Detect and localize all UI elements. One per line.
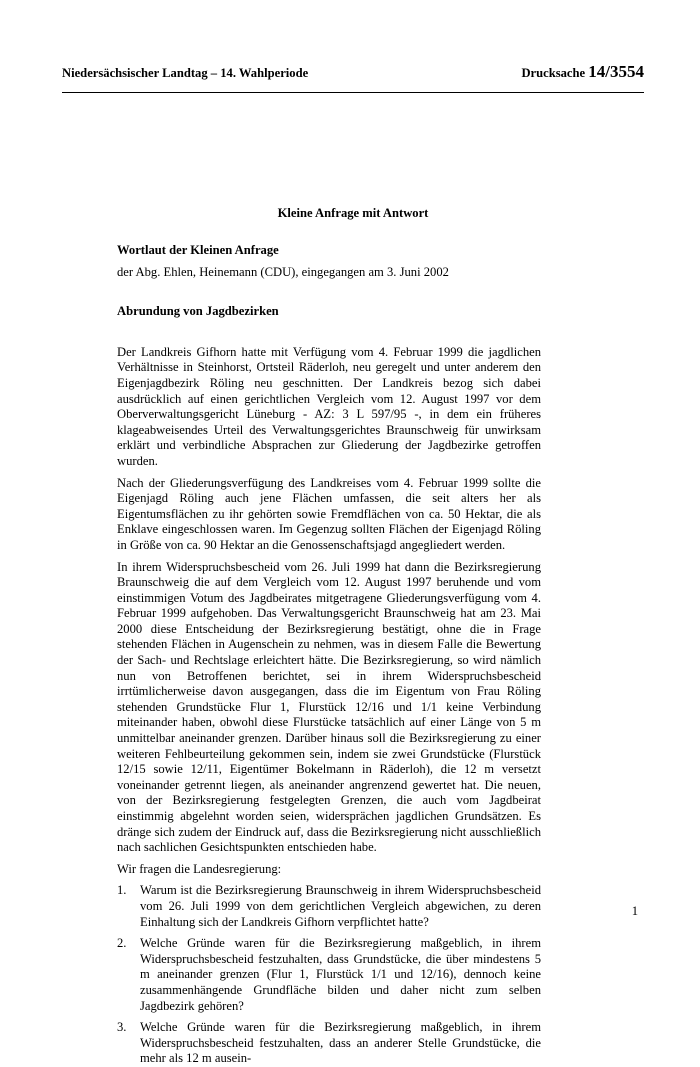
question-text: Welche Gründe waren für die Bezirksregierung maßgeblich, in ihrem Widerspruchsbescheid festzuhalten, dass Grundstücke, die über mindestens 5 m aneinander grenzen (Flur 1, Flurstück 1/1 und 12/16), dennoch keine zusammenhängende Grundfläche bilden und daher nicht zum selben Jagdbezirk gehören? [140, 936, 541, 1013]
question-item [117, 936, 541, 1014]
body-paragraph: In ihrem Widerspruchsbescheid vom 26. Juli 1999 hat dann die Bezirksregierung Braunschweig die auf dem Vergleich vom 12. August 1997 beruhende und vom einstimmigen Votum des Jagdbeirates mitgetragene Gliederungsverfügung vom 4. Februar 1999 aufgehoben. Das Verwaltungsgericht Braunschweig hat am 23. Mai 2000 diese Entscheidung der Bezirksregierung bestätigt, ohne die in Frage stehenden Flächen in Augenschein zu nehmen, was in diesem Falle die Bewertung der Sach- und Rechtslage erleichtert hätte. Die Bezirksregierung, so wird nämlich nun von Betroffenen berichtet, sei in ihrem Widerspruchsbescheid irrtümlicherweise davon ausgegangen, dass die im Eigentum von Frau Röling stehenden Grundstücke Flur 1, Flurstück 12/16 und 1/1 keine Verbindung miteinander haben, obwohl diese Flurstücke tatsächlich auf einer Länge von 5 m unmittelbar aneinander grenzen. Darüber hinaus soll die Bezirksregierung zu einer weiteren Fehlbeurteilung gekommen sein, indem sie zwei Grundstücke (Flurstück 12/15 sowie 12/11, Eigentümer Bokelmann in Räderloh), die 12 m versetzt voneinander getrennt liegen, als aneinander angrenzend gewertet hat. Die neuen, von der Bezirksregierung festgelegten Grenzen, die auch vom Jagdbeirat einstimmig abgelehnt worden seien, widersprächen jagdlichen Grundsätzen. Es dränge sich zudem der Eindruck auf, dass die Bezirksregierung nicht ausschließlich nach sachlichen Gesichtspunkten entschieden habe. [117, 559, 541, 855]
question-number: 3. [117, 1020, 127, 1035]
question-text: Welche Gründe waren für die Bezirksregierung maßgeblich, in ihrem Widerspruchsbescheid festzuhalten, dass an anderer Stelle Grundstücke, die mehr als 12 m ausein- [140, 1020, 541, 1066]
drucksache-number: 14/3554 [588, 62, 644, 81]
body-paragraph: Der Landkreis Gifhorn hatte mit Verfügung vom 4. Februar 1999 die jagdlichen Verhältnisse in Steinhorst, Ortsteil Räderloh, neu geregelt und unter anderem den Eigenjagdbezirk Röling neu geschnitten. Der Landkreis bezog sich dabei ausdrücklich auf einen gerichtlichen Vergleich vom 12. August 1997 vor dem Oberverwaltungsgericht Lüneburg - AZ: 3 L 597/95 -, in dem ein früheres klageabweisendes Urteil des Verwaltungsgerichtes Braunschweig für unwirksam erklärt und verbindliche Absprachen zur Gliederung der Jagdbezirke getroffen wurden. [117, 344, 541, 468]
page-number: 1 [631, 904, 638, 918]
submission-meta: der Abg. Ehlen, Heinemann (CDU), eingegangen am 3. Juni 2002 [117, 264, 449, 279]
question-list [117, 883, 541, 1067]
page-header [62, 62, 644, 82]
section-heading: Wortlaut der Kleinen Anfrage [117, 243, 279, 257]
header-divider [62, 92, 644, 93]
question-text: Warum ist die Bezirksregierung Braunschweig in ihrem Widerspruchsbescheid vom 26. Juli 1999 von dem gerichtlichen Vergleich abgewichen, zu deren Einhaltung sich der Landkreis Gifhorn verpflichtet hatte? [140, 883, 541, 929]
question-item [117, 1020, 541, 1067]
drucksache-ref [521, 62, 644, 82]
drucksache-label: Drucksache [521, 66, 586, 80]
question-number: 2. [117, 936, 127, 951]
question-item [117, 883, 541, 930]
document-title: Kleine Anfrage mit Antwort [277, 206, 429, 220]
topic-heading: Abrundung von Jagdbezirken [117, 304, 279, 319]
questions-lead-in: Wir fragen die Landesregierung: [117, 861, 282, 876]
question-number: 1. [117, 883, 127, 898]
document-body [117, 243, 541, 1067]
body-paragraph: Nach der Gliederungsverfügung des Landkreises vom 4. Februar 1999 sollte die Eigenjagd Röling auch jene Flächen umfassen, die seit alters her als Eigentumsflächen zu ihr gehörten sowie Fremdflächen von ca. 50 Hektar, die als Enklave eingeschlossen waren. Im Gegenzug sollten Flächen der Eigenjagd Röling in Größe von ca. 90 Hektar an die Genossenschaftsjagd angegliedert werden. [117, 475, 541, 552]
parliament-label: Niedersächsischer Landtag – 14. Wahlperiode [62, 66, 309, 80]
